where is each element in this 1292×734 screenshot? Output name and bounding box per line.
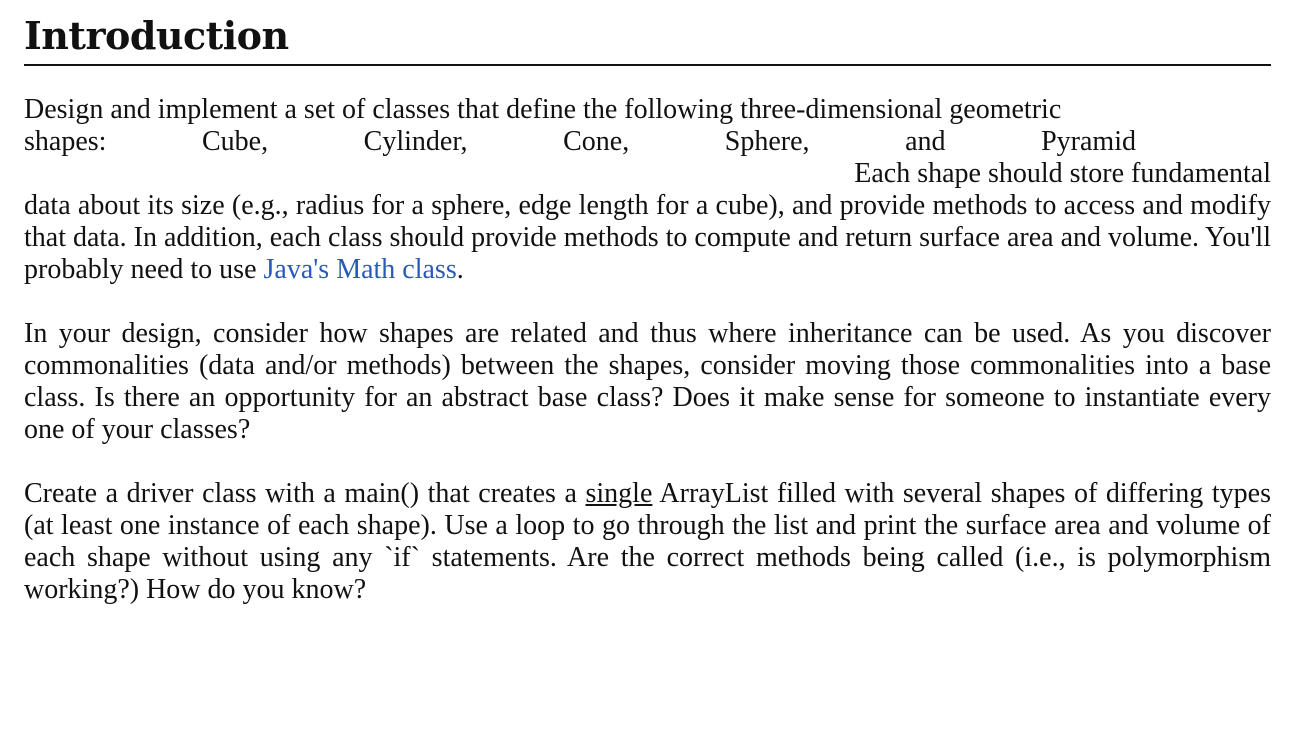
heading-divider [24, 64, 1271, 66]
paragraph-shapes [24, 94, 1271, 286]
document-page [24, 0, 1271, 606]
shape-cube: Cube, [202, 126, 269, 157]
paragraph-rest: data about its size (e.g., radius for a sphere, edge length for a cube), and provide methods to access and modify that data. In addition, each class should provide methods to compute and return surface area and volume. You'll probably need to use [24, 190, 1271, 285]
shape-pyramid: Pyramid [1041, 126, 1136, 157]
paragraph-end: . [456, 254, 464, 285]
paragraph-line3: Each shape should store fundamental [854, 158, 1271, 189]
paragraph-lead: Design and implement a set of classes that define the following three-dimensional geometric [24, 94, 1062, 125]
shape-sphere: Sphere, [724, 126, 810, 157]
shape-cone: Cone, [563, 126, 630, 157]
shape-and: and [905, 126, 946, 157]
shapes-list [24, 126, 1136, 158]
page-title: Introduction [24, 13, 289, 58]
if-code: `if` [384, 542, 420, 573]
shapes-label: shapes: [24, 126, 107, 157]
single-underlined: single [585, 478, 653, 509]
paragraph-driver [24, 478, 1271, 606]
paragraph-design: In your design, consider how shapes are related and thus where inheritance can be used. As you discover commonalities (data and/or methods) between the shapes, consider moving those commonalities into a base class. Is there an opportunity for an abstract base class? Does it make sense for someone to instantiate every one of your classes? [24, 318, 1271, 445]
paragraph-body [24, 190, 1271, 286]
shape-cylinder: Cylinder, [363, 126, 468, 157]
java-math-link[interactable]: Java's Math class [263, 254, 457, 285]
driver-after1: ArrayList filled with several shapes of differing types (at least one instance of each shape). Use a loop to go through the list and print the surface area and volume of each shape without using any [24, 478, 1271, 573]
driver-after2: statements. Are the correct methods being called (i.e., is polymorphism working?) How do you know? [24, 542, 1271, 605]
driver-before: Create a driver class with a main() that creates a [24, 478, 586, 509]
